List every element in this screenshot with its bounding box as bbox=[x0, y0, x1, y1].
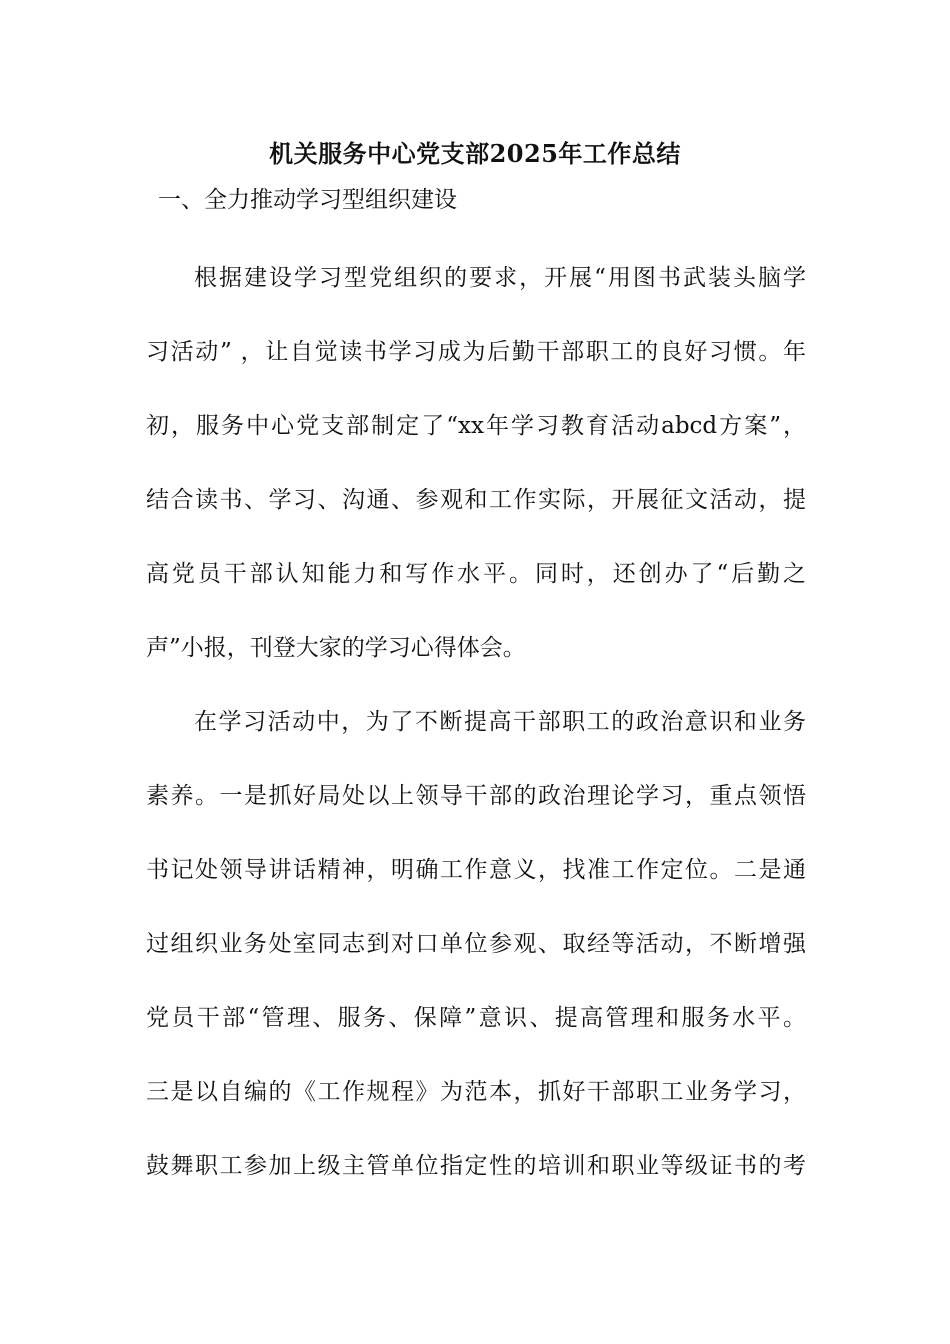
paragraph-line: 三是以自编的《工作规程》为范本，抓好干部职工业务学习， bbox=[146, 1079, 806, 1105]
paragraph-line: 党员干部“管理、服务、保障”意识、提高管理和服务水平。 bbox=[146, 1005, 806, 1031]
paragraph-line: 书记处领导讲话精神，明确工作意义，找准工作定位。二是通 bbox=[146, 857, 806, 883]
paragraph-line: 素养。一是抓好局处以上领导干部的政治理论学习，重点领悟 bbox=[146, 783, 806, 809]
paragraph-line: 根据建设学习型党组织的要求，开展“用图书武装头脑学 bbox=[194, 265, 806, 291]
document-title: 机关服务中心党支部2025年工作总结 bbox=[269, 139, 681, 168]
paragraph-line: 声”小报，刊登大家的学习心得体会。 bbox=[146, 635, 526, 661]
paragraph-line: 高党员干部认知能力和写作水平。同时，还创办了“后勤之 bbox=[146, 561, 806, 587]
section-heading: 一、全力推动学习型组织建设 bbox=[158, 187, 457, 213]
paragraph-line: 初，服务中心党支部制定了“xx年学习教育活动abcd方案”， bbox=[146, 413, 806, 439]
paragraph-line: 过组织业务处室同志到对口单位参观、取经等活动，不断增强 bbox=[146, 931, 806, 957]
paragraph-line: 结合读书、学习、沟通、参观和工作实际，开展征文活动，提 bbox=[146, 487, 806, 513]
paragraph-line: 习活动” ，让自觉读书学习成为后勤干部职工的良好习惯。年 bbox=[146, 339, 806, 365]
paragraph-line: 鼓舞职工参加上级主管单位指定性的培训和职业等级证书的考 bbox=[146, 1153, 806, 1179]
paragraph-line: 在学习活动中，为了不断提高干部职工的政治意识和业务 bbox=[194, 709, 806, 735]
